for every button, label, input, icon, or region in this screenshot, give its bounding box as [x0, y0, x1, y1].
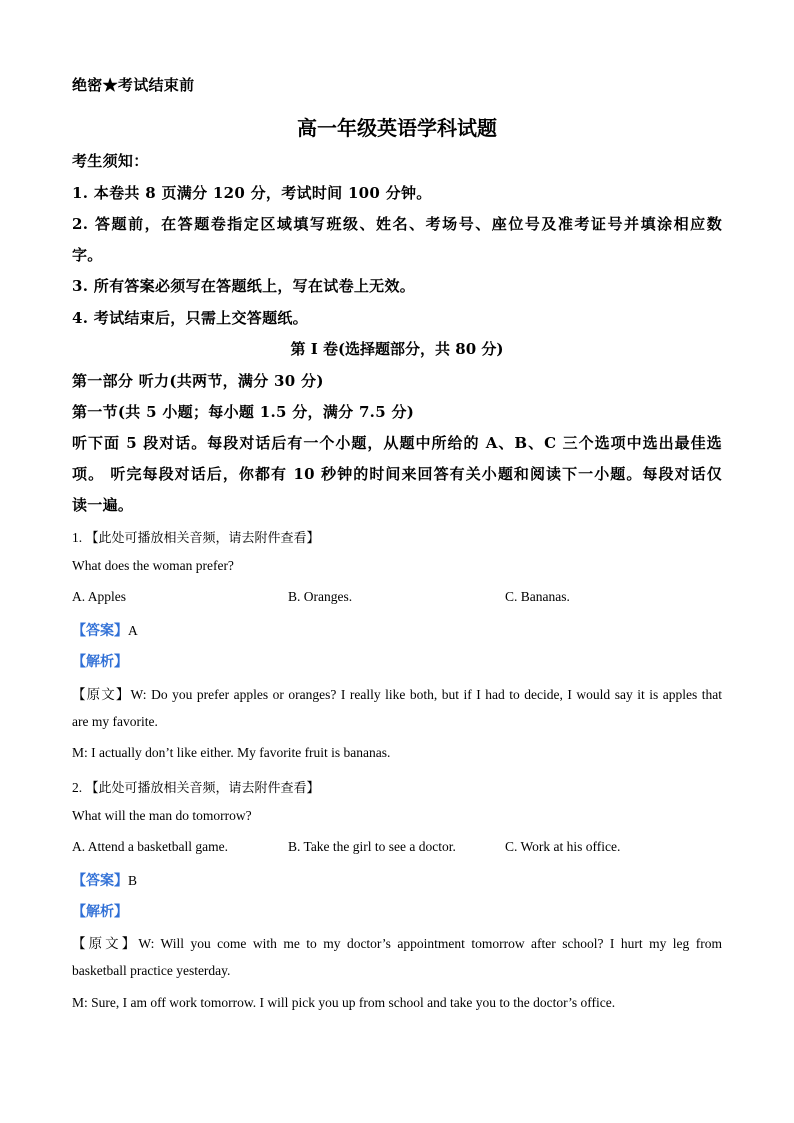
audio-note[interactable]: 【此处可播放相关音频，请去附件查看】	[85, 781, 320, 796]
analysis-tag: 【解析】	[72, 654, 128, 670]
confidential-label: 绝密★考试结束前	[72, 76, 195, 94]
part-heading: 第一部分 听力(共两节，满分 30 分)	[72, 372, 324, 390]
transcript-line: M: I actually don’t like either. My favorite fruit is bananas.	[72, 745, 391, 760]
question-number: 1.	[72, 530, 83, 545]
transcript-line: are my favorite.	[72, 714, 158, 729]
option-b: B. Oranges.	[288, 589, 353, 604]
directions-line: 读一遍。	[72, 496, 134, 514]
audio-note[interactable]: 【此处可播放相关音频，请去附件查看】	[85, 531, 320, 546]
option-a: A. Attend a basketball game.	[72, 839, 228, 854]
instructions-heading: 考生须知：	[72, 152, 149, 170]
volume-heading: 第 I 卷(选择题部分，共 80 分)	[290, 340, 504, 358]
answer-tag: 【答案】	[72, 623, 128, 639]
option-a: A. Apples	[72, 589, 126, 604]
instruction-item: 4. 考试结束后，只需上交答题纸。	[72, 309, 308, 327]
option-c: C. Bananas.	[505, 589, 570, 604]
question-stem: What will the man do tomorrow?	[72, 808, 252, 823]
answer-row	[72, 870, 137, 890]
instruction-item: 1. 本卷共 8 页满分 120 分，考试时间 100 分钟。	[72, 184, 432, 202]
question-header	[72, 527, 320, 546]
instruction-item: 字。	[72, 246, 103, 264]
option-c: C. Work at his office.	[505, 839, 621, 854]
transcript-line: basketball practice yesterday.	[72, 963, 231, 978]
directions-line: 项。 听完每段对话后，你都有 10 秒钟的时间来回答有关小题和阅读下一小题。每段对话仅	[72, 465, 722, 483]
transcript-line: 【原文】W: Will you come with me to my doctor’s appointment tomorrow after school? I hurt my leg from	[72, 936, 722, 951]
question-number: 2.	[72, 780, 83, 795]
section-heading: 第一节(共 5 小题；每小题 1.5 分，满分 7.5 分)	[72, 403, 415, 421]
answer-tag: 【答案】	[72, 873, 128, 889]
instruction-item: 3. 所有答案必须写在答题纸上，写在试卷上无效。	[72, 277, 416, 295]
answer-value: B	[128, 873, 138, 888]
question-stem: What does the woman prefer?	[72, 558, 234, 573]
analysis-tag: 【解析】	[72, 904, 128, 920]
directions-line: 听下面 5 段对话。每段对话后有一个小题，从题中所给的 A、B、C 三个选项中选出最佳选	[72, 434, 722, 452]
transcript-line: 【原文】W: Do you prefer apples or oranges? I really like both, but if I had to decide, I would say it is apples that	[72, 687, 722, 702]
transcript-line: M: Sure, I am off work tomorrow. I will pick you up from school and take you to the doctor’s office.	[72, 995, 616, 1010]
option-b: B. Take the girl to see a doctor.	[288, 839, 456, 854]
answer-value: A	[128, 623, 138, 638]
question-header	[72, 777, 320, 796]
page-title: 高一年级英语学科试题	[297, 116, 497, 140]
answer-row	[72, 620, 138, 640]
instruction-item: 2. 答题前，在答题卷指定区域填写班级、姓名、考场号、座位号及准考证号并填涂相应数	[72, 215, 722, 233]
